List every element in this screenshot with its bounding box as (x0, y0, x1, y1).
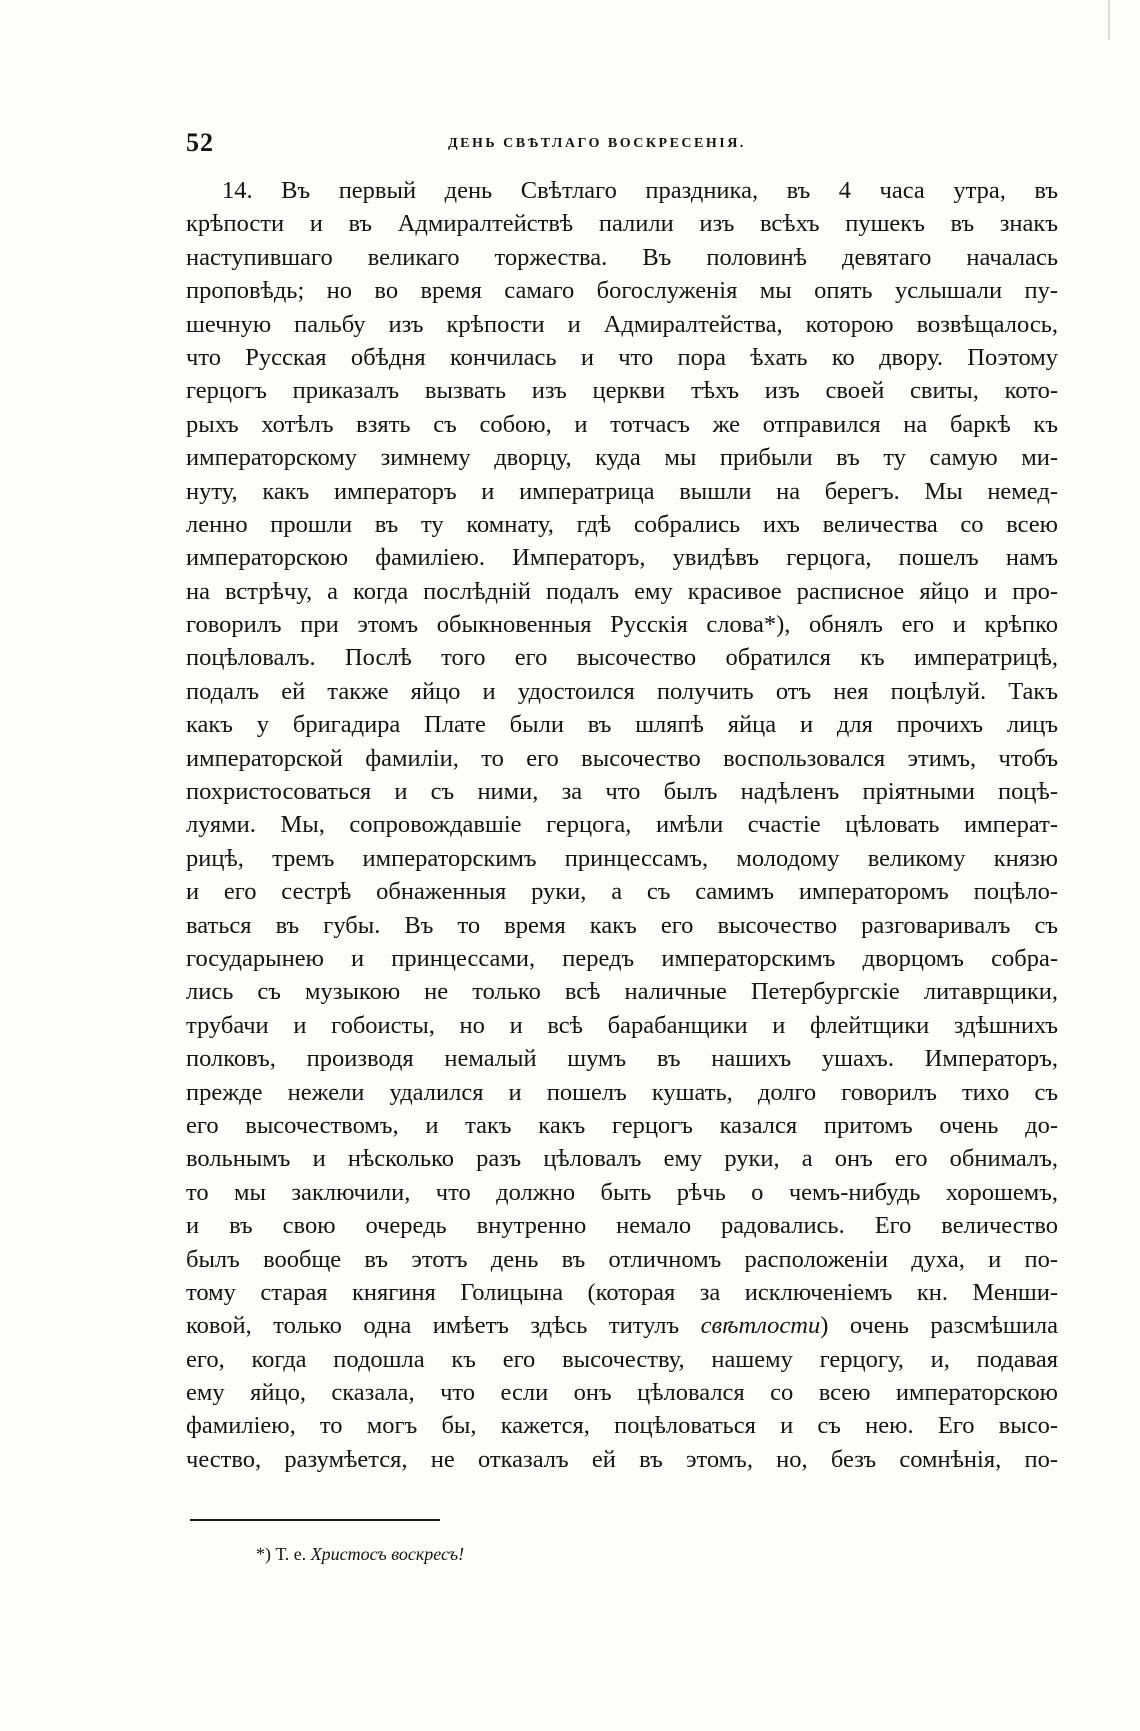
text-line: рицѣ, тремъ императорскимъ принцессамъ, молодому великому князю (186, 844, 1058, 872)
page-number: 52 (186, 128, 214, 157)
text-line: что Русская обѣдня кончилась и что пора ѣхать ко двору. Поэтому (186, 343, 1058, 371)
text-line: и его сестрѣ обнаженныя руки, а съ самимъ императоромъ поцѣло- (186, 878, 1058, 906)
text-line: полковъ, производя немалый шумъ въ нашихъ ушахъ. Императоръ, (186, 1045, 1058, 1073)
running-head: ДЕНЬ СВѢТЛАГО ВОСКРЕСЕНІЯ. (448, 136, 746, 151)
text-line: ковой, только одна имѣетъ здѣсь титулъ свѣтлости) очень разсмѣшила (186, 1312, 1058, 1340)
text-line: чество, разумѣется, не отказалъ ей въ этомъ, но, безъ сомнѣнія, по- (186, 1445, 1058, 1473)
text-line: луями. Мы, сопровождавшіе герцога, имѣли счастіе цѣловать императ- (186, 811, 1058, 839)
body-paragraph (186, 174, 1058, 1520)
text-line: прежде нежели удалился и пошелъ кушать, долго говорилъ тихо съ (186, 1078, 1058, 1106)
footnote (256, 1544, 464, 1565)
text-line: похристосоваться и съ ними, за что былъ надѣленъ пріятными поцѣ- (186, 778, 1058, 806)
text-line: императорскою фамиліею. Императоръ, увидѣвъ герцога, пошелъ намъ (186, 544, 1058, 572)
text-line: императорской фамиліи, то его высочество воспользовался этимъ, чтобъ (186, 744, 1058, 772)
text-line: наступившаго великаго торжества. Въ половинѣ девятаго началась (186, 243, 1058, 271)
text-line: то мы заключили, что должно быть рѣчь о чемъ-нибудь хорошемъ, (186, 1178, 1058, 1206)
italic-word: свѣтлости (700, 1312, 821, 1340)
page-header (186, 128, 1076, 164)
text-line: герцогъ приказалъ вызвать изъ церкви тѣхъ изъ своей свиты, кото- (186, 377, 1058, 405)
text-line: тому старая княгиня Голицына (которая за исключеніемъ кн. Менши- (186, 1278, 1058, 1306)
text-line: какъ у бригадира Плате были въ шляпѣ яйца и для прочихъ лицъ (186, 711, 1058, 739)
text-line: крѣпости и въ Адмиралтействѣ палили изъ всѣхъ пушекъ въ знакъ (186, 210, 1058, 238)
footnote-marker: *) Т. е. (256, 1544, 307, 1564)
text-line: былъ вообще въ этотъ день въ отличномъ расположеніи духа, и по- (186, 1245, 1058, 1273)
footnote-italic-text: Христосъ воскресъ! (310, 1544, 465, 1564)
text-line: проповѣдь; но во время самаго богослуженія мы опять услышали пу- (186, 277, 1058, 305)
text-line: говорилъ при этомъ обыкновенныя Русскія слова*), обнялъ его и крѣпко (186, 611, 1058, 639)
text-line: вольнымъ и нѣсколько разъ цѣловалъ ему руки, а онъ его обнималъ, (186, 1145, 1058, 1173)
text-line: ему яйцо, сказала, что если онъ цѣловался со всею императорскою (186, 1379, 1058, 1407)
text-line: подалъ ей также яйцо и удостоился получить отъ нея поцѣлуй. Такъ (186, 677, 1058, 705)
text-line: его высочествомъ, и такъ какъ герцогъ казался притомъ очень до- (186, 1111, 1058, 1139)
text-line: 14. Въ первый день Свѣтлаго праздника, въ 4 часа утра, въ (222, 177, 1058, 204)
text-line: лись съ музыкою не только всѣ наличные Петербургскіе литаврщики, (186, 978, 1058, 1006)
text-line: ленно прошли въ ту комнату, гдѣ собрались ихъ величества со всею (186, 510, 1058, 538)
text-line: императорскому зимнему дворцу, куда мы прибыли въ ту самую ми- (186, 444, 1058, 472)
text-line: поцѣловалъ. Послѣ того его высочество обратился къ императрицѣ, (186, 644, 1058, 672)
footnote-divider (190, 1519, 440, 1521)
text-line: рыхъ хотѣлъ взять съ собою, и тотчасъ же отправился на баркѣ къ (186, 410, 1058, 438)
text-line: на встрѣчу, а когда послѣдній подалъ ему красивое расписное яйцо и про- (186, 577, 1058, 605)
text-line: его, когда подошла къ его высочеству, нашему герцогу, и, подавая (186, 1345, 1058, 1373)
text-line: и въ свою очередь внутренно немало радовались. Его величество (186, 1212, 1058, 1240)
text-line: нуту, какъ императоръ и императрица вышли на берегъ. Мы немед- (186, 477, 1058, 505)
text-line: фамиліею, то могъ бы, кажется, поцѣловаться и съ нею. Его высо- (186, 1412, 1058, 1440)
text-line: трубачи и гобоисты, но и всѣ барабанщики и флейтщики здѣшнихъ (186, 1011, 1058, 1039)
text-line: ваться въ губы. Въ то время какъ его высочество разговаривалъ съ (186, 911, 1058, 939)
text-line: государынею и принцессами, передъ императорскимъ дворцомъ собра- (186, 944, 1058, 972)
scan-edge-mark (1108, 0, 1110, 40)
text-line: шечную пальбу изъ крѣпости и Адмиралтейства, которою возвѣщалось, (186, 310, 1058, 338)
